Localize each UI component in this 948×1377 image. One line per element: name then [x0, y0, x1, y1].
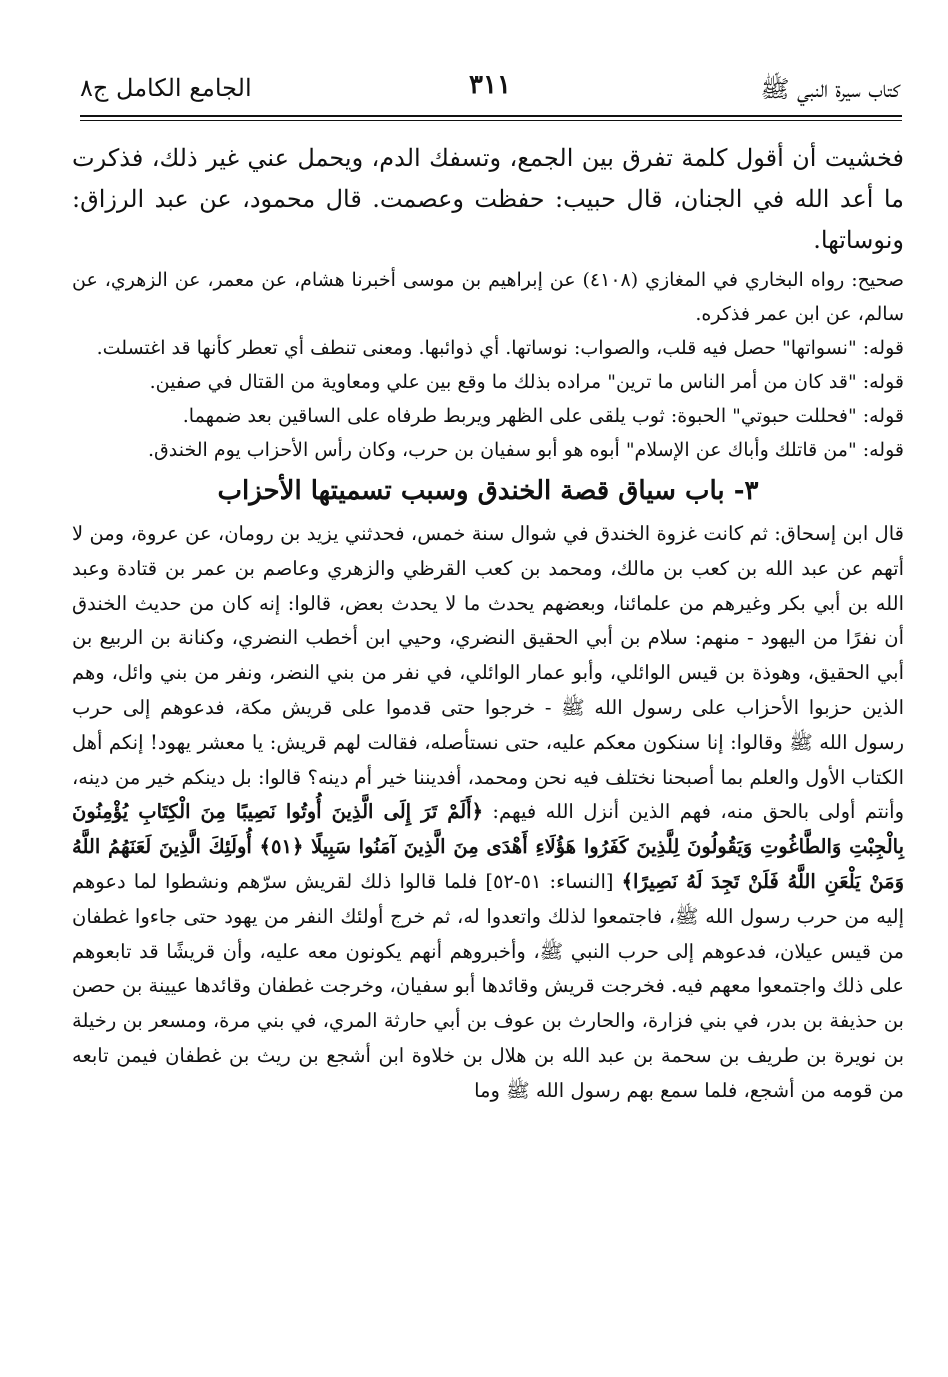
- note-explanation: قوله: "نسواتها" حصل فيه قلب، والصواب: نوساتها. أي ذوائبها. ومعنى تنطف أي تعطر كأنها قد اغتسلت.: [96, 337, 904, 359]
- page-content: [72, 138, 904, 1109]
- page-header: [80, 66, 900, 110]
- note-explanation: قوله: "من قاتلك وأباك عن الإسلام" أبوه هو أبو سفيان بن حرب، وكان رأس الأحزاب يوم الخندق.: [148, 439, 904, 461]
- section-heading: ٣- باب سياق قصة الخندق وسبب تسميتها الأحزاب: [217, 476, 759, 506]
- header-rule-thick: [80, 115, 902, 117]
- volume-title: الجامع الكامل ج٨: [80, 74, 252, 102]
- opening-paragraph: فخشيت أن أقول كلمة تفرق بين الجمع، وتسفك الدم، ويحمل عني غير ذلك، فذكرت ما أعد الله في الجنان، قال حبيب: حفظت وعصمت. قال محمود، عن عبد الرزاق: ونوساتها.: [72, 144, 905, 254]
- quran-verse: ﴿أَلَمْ تَرَ إِلَى الَّذِينَ أُوتُوا نَصِيبًا مِنَ الْكِتَابِ يُؤْمِنُونَ بِالْجِبْتِ وَالطَّاغُوتِ وَيَقُولُونَ لِلَّذِينَ كَفَرُوا هَؤُلَاءِ أَهْدَى مِنَ الَّذِينَ آمَنُوا سَبِيلًا ﴿٥١﴾ أُولَئِكَ الَّذِينَ لَعَنَهُمُ اللَّهُ وَمَنْ يَلْعَنِ اللَّهُ فَلَنْ تَجِدَ لَهُ نَصِيرًا﴾: [72, 800, 905, 893]
- note-takhrij: صحيح: رواه البخاري في المغازي (٤١٠٨) عن إبراهيم بن موسى أخبرنا هشام، عن معمر، عن الزهري، عن سالم، عن ابن عمر فذكره.: [72, 269, 905, 325]
- body-paragraph: [72, 517, 904, 1109]
- page-number: ٣١١: [469, 70, 511, 100]
- note-explanation: قوله: "فحللت حبوتي" الحبوة: ثوب يلقى على الظهر ويربط طرفاه على الساقين بعد ضمهما.: [182, 405, 904, 427]
- header-rule-thin: [80, 120, 902, 121]
- body-text-after-verse: [النساء: ٥١-٥٢] فلما قالوا ذلك لقريش سرّهم ونشطوا لما دعوهم إليه من حرب رسول الله ﷺ، فاجتمعوا لذلك واتعدوا له، ثم خرج أولئك النفر من يهود حتى جاءوا غطفان من قيس عيلان، فدعوهم إلى حرب النبي ﷺ، وأخبروهم أنهم يكونون معه عليه، وأن قريشًا قد تابعوهم على ذلك واجتمعوا معهم فيه. فخرجت قريش وقائدها أبو سفيان، وخرجت غطفان وقائدها عيينة بن حصن بن حذيفة بن بدر، في بني فزارة، والحارث بن عوف بن أبي حارثة المري، في بني مرة، ومسعر بن رخيلة بن نويرة بن طريف بن سحمة بن عبد الله بن هلال بن خلاوة ابن أشجع بن ريث بن غطفان فيمن تابعه من قومه من أشجع، فلما سمع بهم رسول الله ﷺ وما: [72, 869, 904, 1102]
- book-title: كتاب سيرة النبي ﷺ: [760, 75, 900, 103]
- note-explanation: قوله: "قد كان من أمر الناس ما ترين" مراده بذلك ما وقع بين علي ومعاوية من القتال في صفين.: [149, 371, 904, 393]
- body-text-before-verse: قال ابن إسحاق: ثم كانت غزوة الخندق في شوال سنة خمس، فحدثني يزيد بن رومان، عن عروة، ومن لا أتهم عن عبد الله بن كعب بن مالك، ومحمد بن كعب القرظي والزهري وعاصم بن عمر بن قتادة وعبد الله بن أبي بكر وغيرهم من علمائنا، وبعضهم يحدث ما لا يحدث بعض، قالوا: إنه كان من حديث الخندق أن نفرًا من اليهود - منهم: سلام بن أبي الحقيق النضري، وحيي ابن أخطب النضري، وكنانة بن الربيع بن أبي الحقيق، وهوذة بن قيس الوائلي، وأبو عمار الوائلي، في نفر من بني النضر، ونفر من بني وائل، وهم الذين حزبوا الأحزاب على رسول الله ﷺ - خرجوا حتى قدموا على قريش مكة، فدعوهم إلى حرب رسول الله ﷺ وقالوا: إنا سنكون معكم عليه، حتى نستأصله، فقالت لهم قريش: يا معشر يهود! إنكم أهل الكتاب الأول والعلم بما أصبحنا نختلف فيه نحن ومحمد، أفديننا خير أم دينه؟ قالوا: بل دينكم خير من دينه، وأنتم أولى بالحق منه، فهم الذين أنزل الله فيهم:: [72, 522, 904, 824]
